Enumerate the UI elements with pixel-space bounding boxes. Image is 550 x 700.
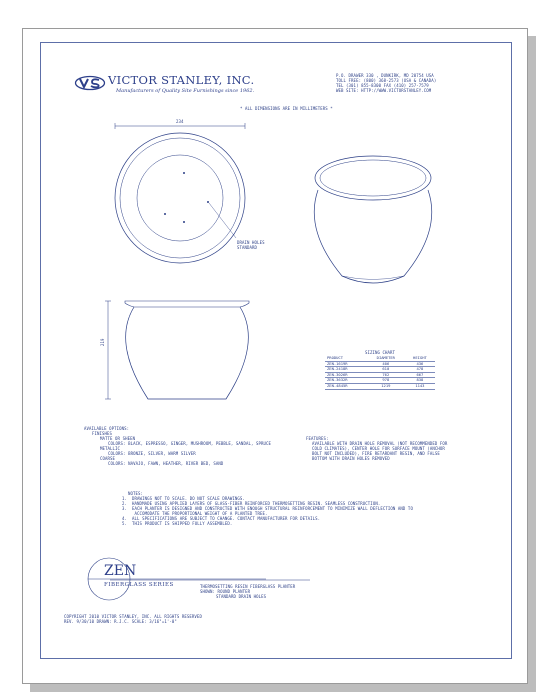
table-cell: 478 xyxy=(405,367,435,373)
column-header-diameter: DIAMETER xyxy=(367,356,405,361)
note-line: 4. ALL SPECIFICATIONS ARE SUBJECT TO CHANGE. CONTACT MANUFACTURER FOR DETAILS. xyxy=(122,516,321,521)
dimension-note: * ALL DIMENSIONS ARE IN MILLIMETERS * xyxy=(240,106,333,111)
features-title: FEATURES: xyxy=(306,436,329,441)
top-view-drawing xyxy=(110,118,250,258)
drain-callout-line-1: DRAIN HOLES xyxy=(237,240,265,245)
contact-toll-free: TOLL FREE: (800) 368-2573 (USA & CANADA) xyxy=(336,78,437,83)
column-header-product: PRODUCT xyxy=(325,356,367,361)
contact-block xyxy=(336,73,436,93)
options-line: COLORS: BRONZE, SILVER, WARM SILVER xyxy=(108,451,196,456)
drain-callout-line-2: STANDARD xyxy=(237,245,258,250)
note-line: 5. THIS PRODUCT IS SHIPPED FULLY ASSEMBLED. xyxy=(122,521,233,526)
sizing-table xyxy=(325,356,435,390)
options-line: COARSE xyxy=(100,456,116,461)
contact-website[interactable]: WEB SITE: HTTP://WWW.VICTORSTANLEY.COM xyxy=(336,88,432,93)
product-series: FIBERGLASS SERIES xyxy=(104,582,174,588)
product-description xyxy=(200,584,295,599)
options-line: METALLIC xyxy=(100,446,121,451)
table-cell: 762 xyxy=(367,372,405,378)
features-line: BOLT NOT INCLUDED), FIRE RETARDANT RESIN, AND FALSE xyxy=(312,451,440,456)
product-name: ZEN xyxy=(104,563,137,579)
description-line: SHOWN: ROUND PLANTER xyxy=(200,589,251,594)
side-elevation-drawing xyxy=(100,295,260,405)
contact-address: P.O. DRAWER 330 , DUNKIRK, MD 20754 USA xyxy=(336,73,434,78)
options-line: COLORS: BLACK, ESPRESSO, GINGER, MUSHROOM, PEBBLE, SANDAL, SPRUCE xyxy=(108,441,272,446)
note-line: 3. EACH PLANTER IS DESIGNED AND CONSTRUCTED WITH ENOUGH STRUCTURAL REINFORCEMENT TO MINIMIZE WALL DEFLECTION AND TO xyxy=(122,506,413,511)
options-line: MATTE OR SHEEN xyxy=(100,436,136,441)
table-row xyxy=(325,383,435,389)
company-name: VICTOR STANLEY, INC. xyxy=(108,73,255,87)
table-cell: 1219 xyxy=(367,383,405,389)
contact-tel-fax: TEL (301) 855-8300 FAX (410) 257-7579 xyxy=(336,83,429,88)
notes-title: NOTES: xyxy=(128,491,144,496)
table-cell: ZEN-3026R xyxy=(325,372,367,378)
options-line: FINISHES xyxy=(92,431,113,436)
table-cell: 436 xyxy=(405,361,435,367)
options-title: AVAILABLE OPTIONS: xyxy=(84,426,130,431)
revision-text: REV. 9/30/10 DRAWN: R.J.C. SCALE: 3/16"=1'-0" xyxy=(64,619,177,624)
note-line: 1. DRAWINGS NOT TO SCALE. DO NOT SCALE DRAWINGS. xyxy=(122,496,245,501)
table-cell: 406 xyxy=(367,361,405,367)
sizing-chart xyxy=(325,350,435,390)
table-cell: 838 xyxy=(405,378,435,384)
available-options xyxy=(84,426,271,466)
victor-stanley-logo xyxy=(74,75,106,91)
notes xyxy=(122,491,413,526)
top-width-dimension: 234 xyxy=(176,119,184,124)
table-cell: ZEN-4845R xyxy=(325,383,367,389)
footer xyxy=(64,614,202,624)
table-cell: 667 xyxy=(405,372,435,378)
features xyxy=(306,436,447,461)
column-header-height: HEIGHT xyxy=(405,356,435,361)
description-line: THERMOSETTING RESIN FIBERGLASS PLANTER xyxy=(200,584,296,589)
drain-holes-callout xyxy=(237,240,265,250)
table-cell: 610 xyxy=(367,367,405,373)
note-line: 2. HANDMADE USING APPLIED LAYERS OF GLASS-FIBER REINFORCED THERMOSETTING RESIN. SEAMLESS CONSTRUCTION. xyxy=(122,501,381,506)
company-tagline: Manufacturers of Quality Site Furnishings since 1962. xyxy=(116,88,255,94)
description-line: STANDARD DRAIN HOLES xyxy=(216,594,267,599)
features-line: COLD CLIMATES), CENTER HOLE FOR SURFACE MOUNT (ANCHOR xyxy=(312,446,445,451)
perspective-view-drawing xyxy=(308,150,438,290)
features-line: BOTTOM WITH DRAIN HOLES REMOVED xyxy=(312,456,390,461)
sizing-chart-title: SIZING CHART xyxy=(364,350,396,355)
table-cell: ZEN-1619R xyxy=(325,361,367,367)
table-cell: 1143 xyxy=(405,383,435,389)
side-height-dimension: 219 xyxy=(100,338,105,346)
features-line: AVAILABLE WITH DRAIN HOLE REMOVAL (NOT RECOMMENDED FOR xyxy=(312,441,448,446)
copyright-text: COPYRIGHT 2010 VICTOR STANLEY, INC. ALL RIGHTS RESERVED xyxy=(64,614,202,619)
options-line: COLORS: NAVAJO, FAWN, HEATHER, RIVER BED, SAND xyxy=(108,461,224,466)
title-block-rule xyxy=(110,579,310,581)
table-cell: ZEN-2418R xyxy=(325,367,367,373)
table-cell: ZEN-3632R xyxy=(325,378,367,384)
table-cell: 978 xyxy=(367,378,405,384)
note-line: ACCOMODATE THE PROPORTIONAL WEIGHT OF A PLANTED TREE. xyxy=(122,511,268,516)
